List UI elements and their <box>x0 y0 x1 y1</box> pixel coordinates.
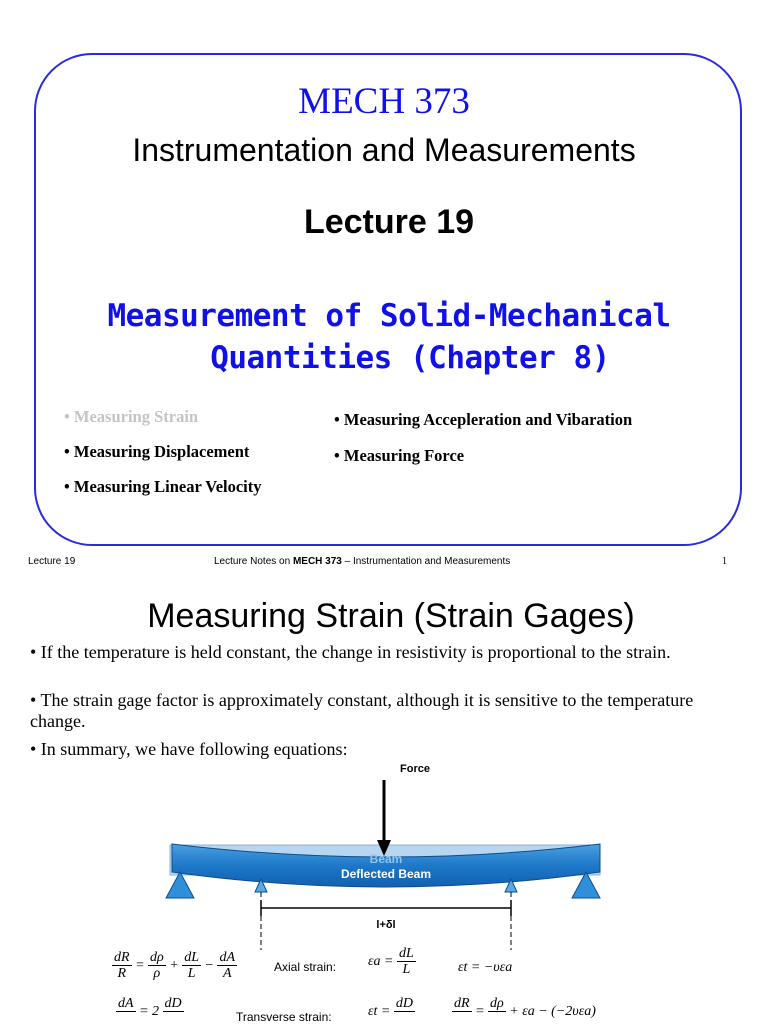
course-code: MECH 373 <box>298 81 470 122</box>
bullet-summary: • In summary, we have following equations: <box>30 739 348 759</box>
beam-label: Beam <box>369 852 403 866</box>
axial-strain-label: Axial strain: <box>274 960 337 974</box>
course-title: Instrumentation and Measurements <box>132 132 636 168</box>
right-support-icon <box>572 872 600 898</box>
lecture-topic-line-1: Measurement of Solid-Mechanical <box>107 298 671 334</box>
slide-title: Measuring Strain (Strain Gages) <box>147 597 635 635</box>
transverse-strain-label: Transverse strain: <box>236 1010 332 1024</box>
equation-transverse-strain: εt = dD <box>368 996 413 1020</box>
footer-notes: Lecture Notes on MECH 373 – Instrumentation and Measurements <box>214 556 511 567</box>
topic-item-strain: • Measuring Strain <box>64 407 199 426</box>
equation-axial-strain: εa = $\frac{dL}{L}$ <box>368 946 414 977</box>
bullet-resistivity: • If the temperature is held constant, the change in resistivity is proportional to the strain. <box>30 642 671 662</box>
equation-area: dA = 2 dD <box>118 996 182 1020</box>
equation-resistance: $\frac{dR}{R}$ = $\frac{d\rho}{\rho}$ + $\frac{dL}{L}$ − $\frac{dA}{A}$ <box>114 950 236 981</box>
footer-lecture: Lecture 19 <box>28 556 76 567</box>
topic-item-force: • Measuring Force <box>334 446 465 465</box>
beam-diagram <box>0 760 768 960</box>
bullet-gage-factor: • The strain gage factor is approximately constant, although it is sensitive to the temperature change. <box>30 690 694 731</box>
force-label: Force <box>400 763 430 775</box>
equation-lateral-strain: εt = −υεa <box>458 960 513 975</box>
length-label: l+δl <box>376 919 396 931</box>
topic-item-linear-velocity: • Measuring Linear Velocity <box>64 477 262 496</box>
left-support-icon <box>166 872 194 898</box>
lecture-topic-line-2: Quantities (Chapter 8) <box>210 340 610 376</box>
equation-resistance-summary: dR = dρ + εa − (−2υεa) <box>454 996 596 1020</box>
topic-item-displacement: • Measuring Displacement <box>64 442 250 461</box>
lecture-number: Lecture 19 <box>303 203 475 241</box>
page-number: 1 <box>722 556 727 567</box>
deflected-beam-label: Deflected Beam <box>340 867 432 881</box>
topic-item-acceleration: • Measuring Accepleration and Vibaration <box>334 410 633 429</box>
